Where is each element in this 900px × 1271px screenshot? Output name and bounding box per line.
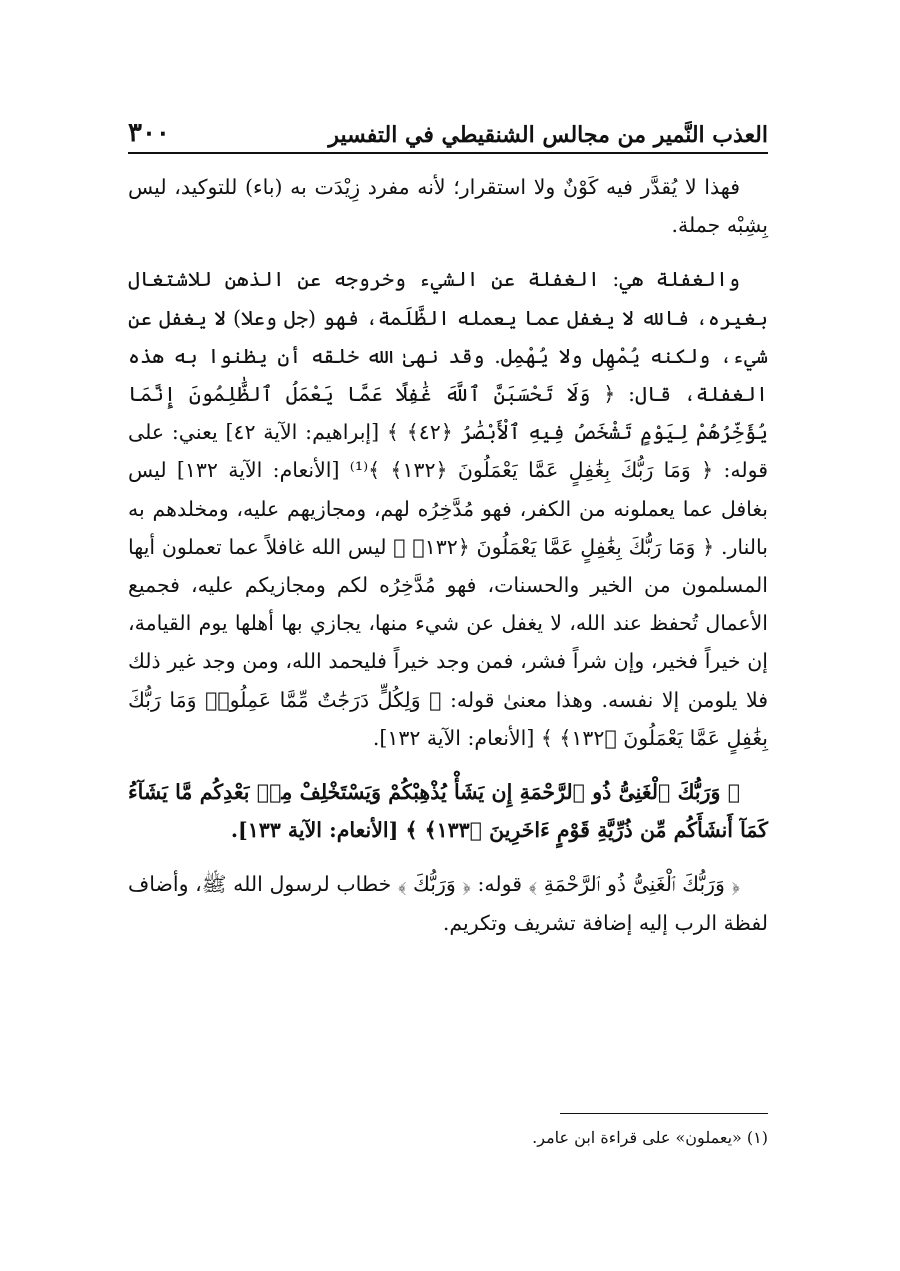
page-body — [128, 168, 768, 958]
running-title: العذب النَّمير من مجالس الشنقيطي في التفسير — [328, 122, 768, 148]
paragraph-1: فهذا لا يُقدَّر فيه كَوْنٌ ولا استقرار؛ لأنه مفرد زِيْدَت به (باء) للتوكيد، ليس بِشِبْه جملة. — [128, 175, 768, 238]
footnote: (١) «يعملون» على قراءة ابن عامر. — [532, 1128, 768, 1147]
page-number: ٣٠٠ — [128, 118, 170, 148]
paragraph-4: ﴿ وَرَبُّكَ ٱلْغَنِىُّ ذُو ٱلرَّحْمَةِ ﴾ قوله: ﴿ وَرَبُّكَ ﴾ خطاب لرسول الله ﷺ، وأضاف لفظة الرب إليه إضافة تشريف وتكريم. — [128, 872, 768, 935]
paragraph-2: والغفلة هي: الغفلة عن الشيء وخروجه عن الذهن للاشتغال بغيره، فالله لا يغفل عما يعمله الظَّلَمة، فهو (جل وعلا) لا يغفل عن شيء، ولكنه يُمْهِل ولا يُهْمِل. وقد نهىٰ الله خلقه أن يظنوا به هذه الغفلة، قال: ﴿ وَلَا تَحْسَبَنَّ ٱللَّهَ غَٰفِلًا عَمَّا يَعْمَلُ ٱلظَّٰلِمُونَ إِنَّمَا يُؤَخِّرُهُمْ لِيَوْمٍ تَشْخَصُ فِيهِ ٱلْأَبْصَٰرُ ﴿٤٢﴾ ﴾ [إبراهيم: الآية ٤٢] يعني: على قوله: ﴿ وَمَا رَبُّكَ بِغَٰفِلٍ عَمَّا يَعْمَلُونَ ﴿١٣٢﴾ ﴾⁽¹⁾ [الأنعام: الآية ١٣٢] ليس بغافل عما يعملونه من الكفر، فهو مُدَّخِرُه لهم، ومجازيهم عليه، ومخلدهم به بالنار. ﴿ وَمَا رَبُّكَ بِغَٰفِلٍ عَمَّا يَعْمَلُونَ ﴿١٣٢﴾ ﴾ ليس الله غافلاً عما تعملون أيها المسلمون من الخير والحسنات، فهو مُدَّخِرُه لكم ومجازيكم عليه، فجميع الأعمال تُحفظ عند الله، لا يغفل عن شيء منها، يجازي بها أهلها يوم القيامة، إن خيراً فخير، وإن شراً فشر، فمن وجد خيراً فليحمد الله، ومن وجد غير ذلك فلا يلومن إلا نفسه. وهذا معنىٰ قوله: ﴿ وَلِكُلٍّ دَرَجَٰتٌ مِّمَّا عَمِلُوا۟ وَمَا رَبُّكَ بِغَٰفِلٍ عَمَّا يَعْمَلُونَ ﴿١٣٢﴾ ﴾ [الأنعام: الآية ١٣٢]. — [128, 267, 768, 750]
page-header — [128, 108, 768, 154]
paragraph-3-quran-verse: ﴿ وَرَبُّكَ ٱلْغَنِىُّ ذُو ٱلرَّحْمَةِ إِن يَشَأْ يُذْهِبْكُمْ وَيَسْتَخْلِفْ مِنۢ بَعْدِكُم مَّا يَشَآءُ كَمَآ أَنشَأَكُم مِّن ذُرِّيَّةِ قَوْمٍ ءَاخَرِينَ ﴿١٣٣﴾ ﴾ [الأنعام: الآية ١٣٣]. — [128, 780, 768, 843]
footnote-separator — [560, 1113, 768, 1114]
